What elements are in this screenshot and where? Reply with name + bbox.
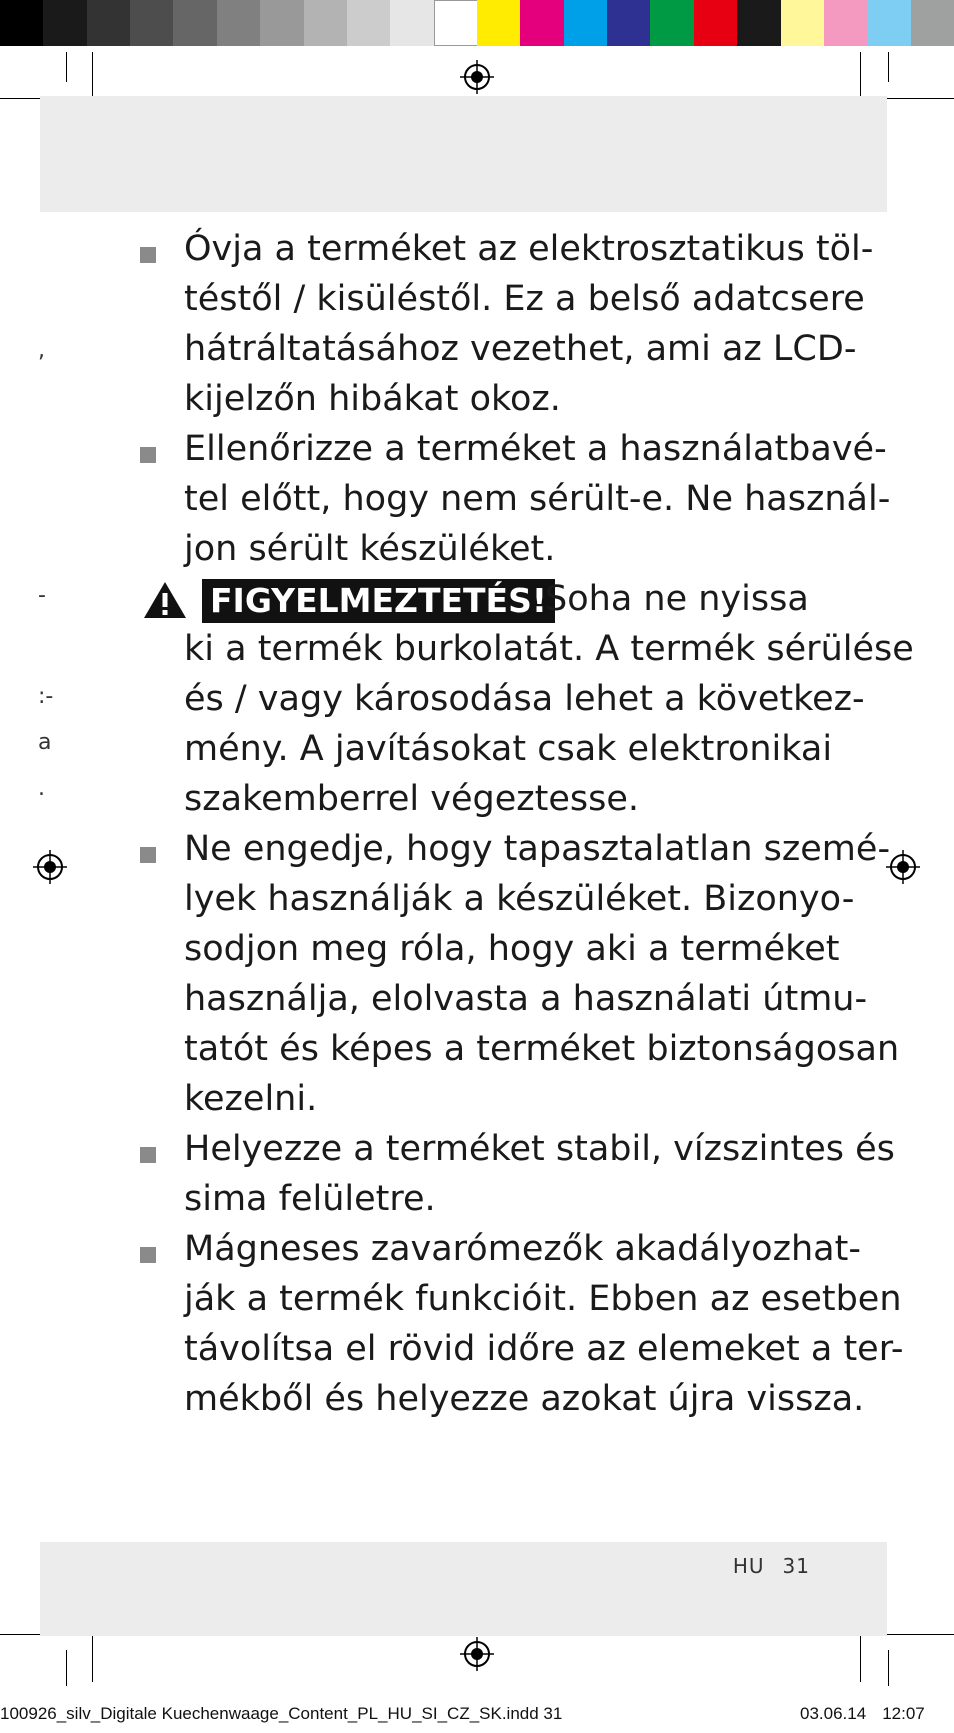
slug-date: 03.06.14: [800, 1704, 867, 1723]
color-swatch: [867, 0, 911, 46]
text-line: jon sérült készüléket.: [184, 529, 556, 569]
crop-mark: [66, 1650, 67, 1686]
warning-triangle-icon: [142, 580, 188, 620]
list-item: [138, 824, 900, 1124]
color-swatch: [87, 0, 131, 46]
color-swatch: [434, 0, 478, 46]
square-bullet-icon: [140, 447, 156, 463]
color-swatch: [43, 0, 87, 46]
square-bullet-icon: [140, 847, 156, 863]
registration-mark-icon: [886, 850, 920, 884]
crop-mark: [888, 52, 889, 82]
square-bullet-icon: [140, 247, 156, 263]
page-number-value: 31: [782, 1554, 810, 1578]
list-item: [138, 424, 891, 574]
color-swatch: [347, 0, 391, 46]
color-swatch: [260, 0, 304, 46]
crop-mark: [860, 1634, 861, 1682]
list-item: [138, 1224, 904, 1424]
color-swatch: [694, 0, 738, 46]
text-line: sima felületre.: [184, 1179, 436, 1219]
slug-time: 12:07: [882, 1704, 925, 1723]
text-line: Ellenőrizze a terméket a használatbavé-: [184, 429, 887, 469]
text-line: tel előtt, hogy nem sérült-e. Ne használ-: [184, 479, 891, 519]
text-line: Óvja a terméket az elektrosztatikus töl-: [184, 229, 874, 269]
list-item: [138, 224, 874, 424]
text-line: szakemberrel végeztesse.: [184, 779, 639, 819]
registration-mark-icon: [33, 850, 67, 884]
text-line: kezelni.: [184, 1079, 318, 1119]
color-swatch: [173, 0, 217, 46]
color-swatch: [477, 0, 521, 46]
crop-mark: [876, 98, 954, 99]
text-line: Helyezze a terméket stabil, vízszintes és: [184, 1129, 895, 1169]
square-bullet-icon: [140, 1147, 156, 1163]
edge-fragment: a: [38, 730, 52, 755]
text-line: kijelzőn hibákat okoz.: [184, 379, 561, 419]
crop-mark: [860, 52, 861, 100]
warning-label: FIGYELMEZTETÉS!: [202, 579, 555, 623]
edge-fragment: -: [38, 583, 46, 608]
text-line: ki a termék burkolatát. A termék sérülése: [184, 629, 914, 669]
text-line: lyek használják a készüléket. Bizonyo-: [184, 879, 855, 919]
text-line: használja, elolvasta a használati útmu-: [184, 979, 868, 1019]
crop-mark: [92, 52, 93, 100]
color-swatch: [911, 0, 954, 46]
edge-fragment: :-: [38, 684, 54, 709]
registration-mark-icon: [460, 60, 494, 94]
crop-mark: [66, 52, 67, 82]
text-line: Soha ne nyissa: [545, 579, 809, 619]
color-swatch: [217, 0, 261, 46]
text-line: sodjon meg róla, hogy aki a terméket: [184, 929, 840, 969]
edge-fragment: ,: [38, 338, 45, 363]
text-line: távolítsa el rövid időre az elemeket a ter-: [184, 1329, 904, 1369]
color-swatch: [0, 0, 44, 46]
text-line: hátráltatásához vezethet, ami az LCD-: [184, 329, 857, 369]
color-swatch: [304, 0, 348, 46]
registration-mark-icon: [460, 1637, 494, 1671]
header-band: [40, 96, 887, 212]
text-line: tatót és képes a terméket biztonságosan: [184, 1029, 900, 1069]
text-line: mékből és helyezze azokat újra vissza.: [184, 1379, 865, 1419]
color-swatch: [130, 0, 174, 46]
text-line: téstől / kisüléstől. Ez a belső adatcsere: [184, 279, 865, 319]
crop-mark: [92, 1634, 93, 1682]
warning-block: [138, 574, 914, 824]
color-swatch: [650, 0, 694, 46]
text-line: és / vagy károsodása lehet a következ-: [184, 679, 865, 719]
slug-filename: 100926_silv_Digitale Kuechenwaage_Content_PL_HU_SI_CZ_SK.indd 31: [0, 1704, 563, 1723]
text-line: Ne engedje, hogy tapasztalatlan szemé-: [184, 829, 891, 869]
color-swatch: [520, 0, 564, 46]
color-swatch: [564, 0, 608, 46]
text-line: ják a termék funkcióit. Ebben az esetben: [184, 1279, 902, 1319]
list-item: [138, 1124, 895, 1224]
page-number: [733, 1554, 810, 1578]
color-swatch: [390, 0, 434, 46]
crop-mark: [876, 1634, 954, 1635]
square-bullet-icon: [140, 1247, 156, 1263]
text-line: Mágneses zavarómezők akadályozhat-: [184, 1229, 861, 1269]
crop-mark: [888, 1650, 889, 1686]
color-swatch: [607, 0, 651, 46]
slug-timestamp: [800, 1704, 925, 1724]
color-swatch: [737, 0, 781, 46]
color-calibration-bar: [0, 0, 954, 46]
color-swatch: [781, 0, 825, 46]
language-code: HU: [732, 1554, 765, 1578]
text-line: mény. A javításokat csak elektronikai: [184, 729, 833, 769]
edge-fragment: .: [38, 776, 45, 801]
safety-instructions: [138, 224, 914, 1424]
color-swatch: [824, 0, 868, 46]
